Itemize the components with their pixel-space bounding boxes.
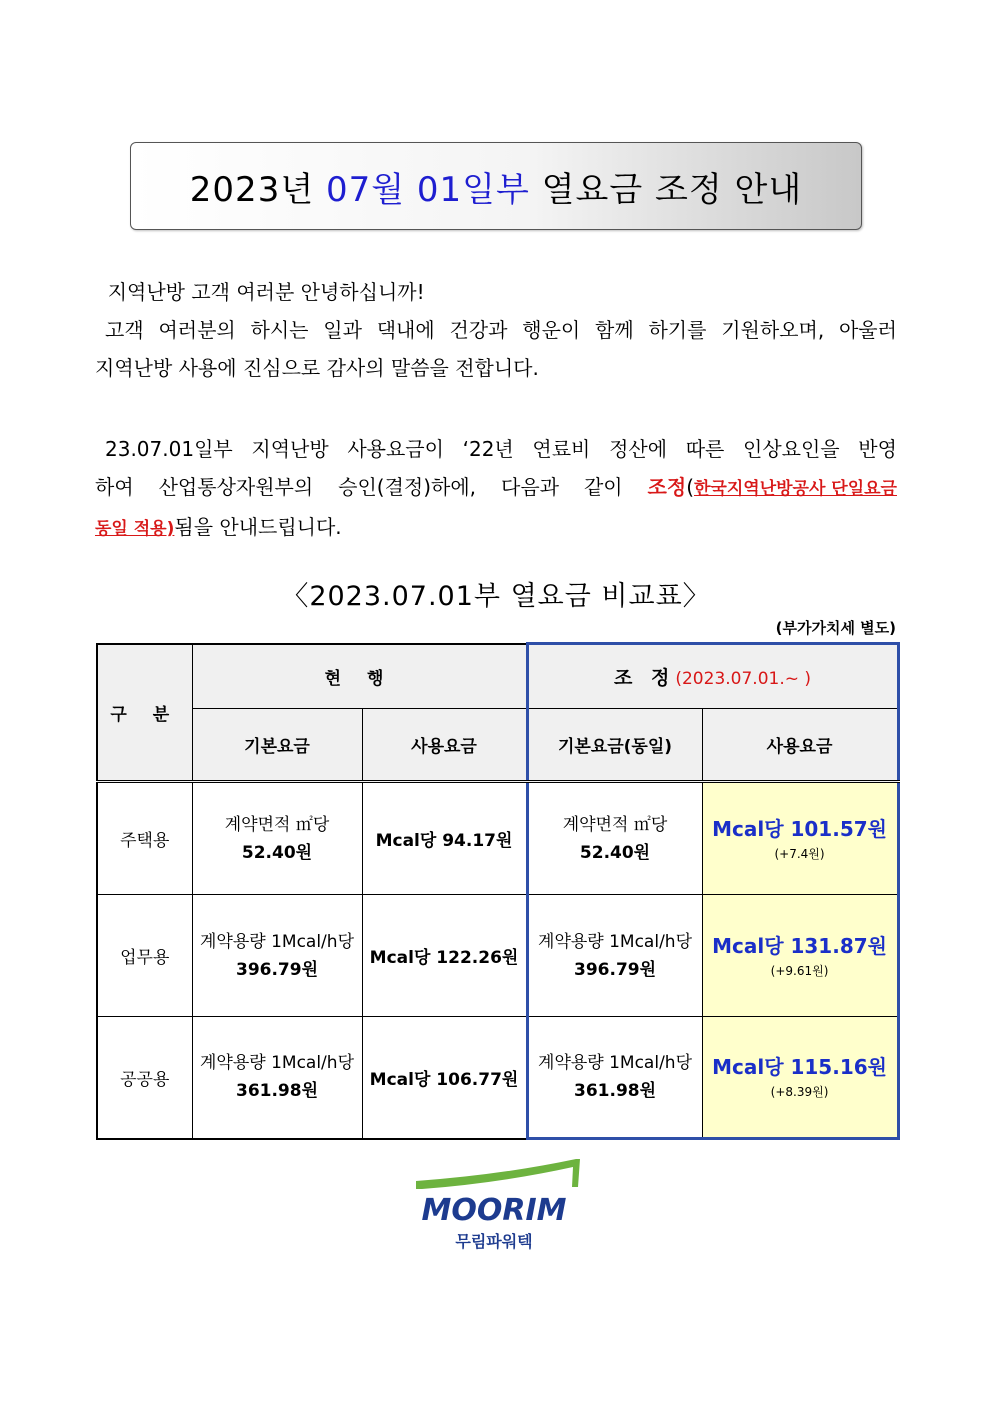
intro-line-1: 지역난방 고객 여러분 안녕하십니까!: [107, 280, 425, 304]
basic-rate: 계약용량 1Mcal/h당 361.98원: [192, 1017, 362, 1139]
new-basic-rate: 계약용량 1Mcal/h당 396.79원: [527, 895, 702, 1017]
title-subject: 열요금 조정 안내: [541, 169, 803, 210]
logo-wordmark: MOORIM: [421, 1193, 567, 1228]
logo-company-name: 무림파워텍: [455, 1232, 533, 1251]
table-title: 〈2023.07.01부 열요금 비교표〉: [281, 581, 711, 612]
col-basic-same: 기본요금(동일): [527, 709, 702, 782]
notice-line-2: 하여 산업통상자원부의 승인(결정)하에, 다음과 같이 조정(한국지역난방공사 단일요금: [95, 475, 897, 499]
col-usage-new: 사용요금: [702, 709, 898, 782]
kdhc-note: 한국지역난방공사 단일요금: [694, 479, 897, 499]
new-basic-rate: 계약용량 1Mcal/h당 361.98원: [527, 1017, 702, 1139]
intro-line-3: 지역난방 사용에 진심으로 감사의 말씀을 전합니다.: [95, 356, 539, 380]
adjust-highlight: 조정: [647, 475, 687, 499]
vat-note: (부가가치세 별도): [775, 619, 896, 637]
logo-swoosh-icon: [410, 1157, 585, 1197]
title-date: 07월 01일부: [325, 169, 530, 210]
col-basic: 기본요금: [192, 709, 362, 782]
notice-line-1: 23.07.01일부 지역난방 사용요금이 ‘22년 연료비 정산에 따른 인상요인을 반영: [105, 437, 897, 461]
table-header-row: [97, 644, 898, 709]
new-basic-rate: 계약면적 ㎡당 52.40원: [527, 782, 702, 895]
row-category: 공공용: [97, 1017, 192, 1139]
rate-comparison-table: [96, 642, 900, 1140]
basic-rate: 계약용량 1Mcal/h당 396.79원: [192, 895, 362, 1017]
table-row: [97, 895, 898, 1017]
table-subheader-row: [97, 709, 898, 782]
new-usage-rate: Mcal당 131.87원 (+9.61원): [702, 895, 898, 1017]
intro-line-2: 고객 여러분의 하시는 일과 댁내에 건강과 행운이 함께 하기를 기원하오며, 아울러: [105, 318, 897, 342]
table-row: [97, 782, 898, 895]
row-category: 주택용: [97, 782, 192, 895]
new-usage-rate: Mcal당 101.57원 (+7.4원): [702, 782, 898, 895]
usage-rate: Mcal당 106.77원: [362, 1017, 527, 1139]
notice-line-3: 동일 적용)됨을 안내드립니다.: [95, 515, 342, 539]
table-row: [97, 1017, 898, 1139]
page-title: [130, 142, 862, 230]
intro-paragraph: [95, 273, 897, 387]
group-adjusted: 조 정(2023.07.01.~ ): [527, 644, 898, 709]
col-category: 구 분: [97, 644, 192, 782]
title-year: 2023년: [189, 169, 315, 210]
col-usage: 사용요금: [362, 709, 527, 782]
basic-rate: 계약면적 ㎡당 52.40원: [192, 782, 362, 895]
usage-rate: Mcal당 94.17원: [362, 782, 527, 895]
new-usage-rate: Mcal당 115.16원 (+8.39원): [702, 1017, 898, 1139]
row-category: 업무용: [97, 895, 192, 1017]
group-current: 현 행: [192, 644, 527, 709]
usage-rate: Mcal당 122.26원: [362, 895, 527, 1017]
notice-paragraph: [95, 430, 897, 548]
company-logo: [410, 1157, 585, 1257]
